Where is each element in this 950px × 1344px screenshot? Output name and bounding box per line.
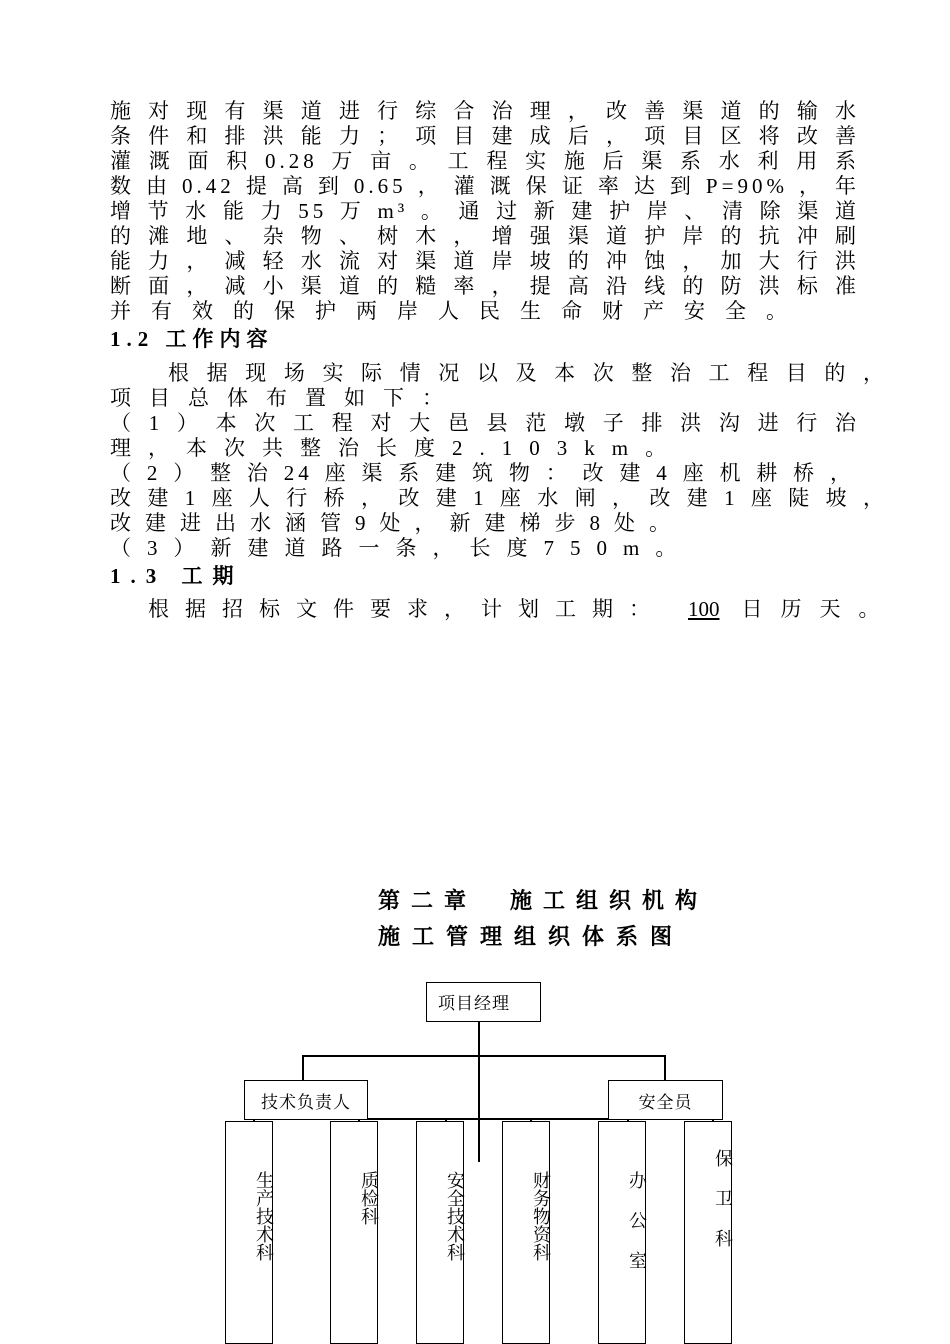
paragraph-line: 的滩地、杂物、树木，增强渠道护岸的抗冲刷	[110, 224, 860, 248]
work-line: 项目总体布置如下：	[110, 386, 461, 410]
paragraph-line: 数由0.42提高到0.65，灌溉保证率达到P=90%，年	[110, 174, 860, 198]
paragraph-line: 能力，减轻水流对渠道岸坡的冲蚀，加大行洪	[110, 249, 860, 273]
paragraph-line: 并有效的保护两岸人民生命财产安全。	[110, 299, 807, 323]
project-manager-box: 项目经理	[426, 982, 541, 1022]
safety-officer-box: 安全员	[608, 1080, 723, 1120]
schedule-days: 100	[688, 597, 720, 621]
paragraph-line: 施对现有渠道进行综合治理，改善渠道的输水	[110, 99, 860, 123]
dept-box-quality	[330, 1121, 378, 1344]
dept-box-production-tech	[225, 1121, 273, 1344]
dept-label: 保卫科	[712, 1149, 733, 1269]
work-line: （2）整治24座渠系建筑物：改建4座机耕桥，	[110, 461, 855, 485]
paragraph-line: 增节水能力55万m³。通过新建护岸、清除渠道	[110, 199, 860, 223]
dept-box-finance	[502, 1121, 550, 1344]
work-line: 理，本次共整治长度2.103km。	[110, 436, 684, 460]
work-line: （1）本次工程对大邑县范墩子排洪沟进行治	[110, 411, 860, 435]
paragraph-line: 灌溉面积0.28万亩。工程实施后渠系水利用系	[110, 149, 860, 173]
dept-label: 财务物资科	[530, 1171, 551, 1261]
chart-title: 施工管理组织体系图	[378, 924, 685, 949]
connector-line	[478, 1020, 480, 1162]
schedule-line	[148, 597, 898, 622]
dept-box-safety-tech	[416, 1121, 464, 1344]
connector-line	[302, 1055, 665, 1057]
paragraph-line: 条件和排洪能力；项目建成后，项目区将改善	[110, 124, 860, 148]
dept-label: 质检科	[358, 1171, 379, 1225]
schedule-prefix: 根据招标文件要求，计划工期：	[148, 597, 666, 621]
section-heading-schedule: 1.3 工期	[110, 564, 244, 588]
dept-label: 办公室	[626, 1171, 647, 1291]
section-heading-work-content: 1.2 工作内容	[110, 327, 274, 351]
work-line: 改建1座人行桥，改建1座水闸，改建1座陡坡，	[110, 486, 888, 510]
connector-line	[664, 1055, 666, 1081]
connector-line	[302, 1055, 304, 1081]
work-line: 改建进出水涵管9处，新建梯步8处。	[110, 511, 684, 535]
dept-label: 生产技术科	[253, 1171, 274, 1261]
work-line: 根据现场实际情况以及本次整治工程目的，	[168, 361, 888, 385]
dept-box-office	[598, 1121, 646, 1344]
chapter-title: 第二章 施工组织机构	[378, 888, 709, 913]
tech-lead-box: 技术负责人	[244, 1080, 368, 1120]
dept-box-security	[684, 1121, 732, 1344]
work-line: （3）新建道路一条，长度750m。	[110, 536, 693, 560]
paragraph-line: 断面，减小渠道的糙率，提高沿线的防洪标准	[110, 274, 860, 298]
schedule-suffix: 日历天。	[741, 597, 898, 621]
dept-label: 安全技术科	[444, 1171, 465, 1261]
